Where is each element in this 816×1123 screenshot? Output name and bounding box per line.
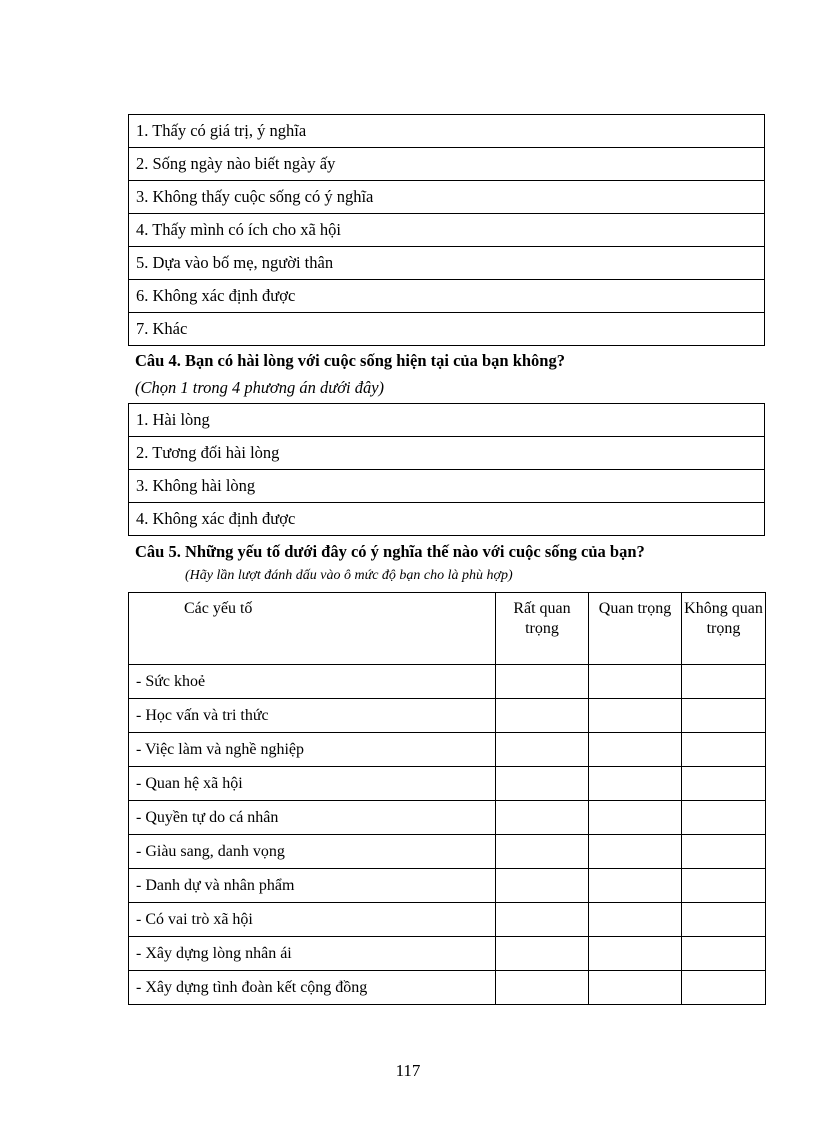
q3-options-table xyxy=(128,114,765,346)
rating-cell[interactable] xyxy=(682,801,766,835)
question-5-note: (Hãy lần lượt đánh dấu vào ô mức độ bạn cho là phù hợp) xyxy=(185,568,513,583)
factor-label: - Có vai trò xã hội xyxy=(129,903,496,937)
rating-cell[interactable] xyxy=(496,801,589,835)
rating-cell[interactable] xyxy=(496,835,589,869)
rating-cell[interactable] xyxy=(589,869,682,903)
option: 4. Thấy mình có ích cho xã hội xyxy=(129,214,765,247)
option: 2. Sống ngày nào biết ngày ấy xyxy=(129,148,765,181)
factor-label: - Danh dự và nhân phẩm xyxy=(129,869,496,903)
rating-cell[interactable] xyxy=(496,971,589,1005)
rating-cell[interactable] xyxy=(589,665,682,699)
header-not-important: Không quan trọng xyxy=(682,593,766,665)
question-4-title: Câu 4. Bạn có hài lòng với cuộc sống hiện tại của bạn không? xyxy=(135,351,565,370)
option: 6. Không xác định được xyxy=(129,280,765,313)
option: 2. Tương đối hài lòng xyxy=(129,437,765,470)
rating-cell[interactable] xyxy=(682,869,766,903)
rating-cell[interactable] xyxy=(496,903,589,937)
factor-label: - Quyền tự do cá nhân xyxy=(129,801,496,835)
factor-label: - Sức khoẻ xyxy=(129,665,496,699)
rating-cell[interactable] xyxy=(682,665,766,699)
q4-options-table xyxy=(128,403,765,536)
rating-cell[interactable] xyxy=(496,665,589,699)
option: 5. Dựa vào bố mẹ, người thân xyxy=(129,247,765,280)
rating-cell[interactable] xyxy=(589,835,682,869)
factor-label: - Xây dựng tình đoàn kết cộng đồng xyxy=(129,971,496,1005)
rating-cell[interactable] xyxy=(682,971,766,1005)
rating-cell[interactable] xyxy=(682,835,766,869)
factor-label: - Học vấn và tri thức xyxy=(129,699,496,733)
factor-label: - Quan hệ xã hội xyxy=(129,767,496,801)
rating-cell[interactable] xyxy=(589,971,682,1005)
rating-cell[interactable] xyxy=(682,903,766,937)
option: 1. Hài lòng xyxy=(129,404,765,437)
header-factors: Các yếu tố xyxy=(129,593,496,665)
header-important: Quan trọng xyxy=(589,593,682,665)
rating-cell[interactable] xyxy=(682,767,766,801)
page-number: 117 xyxy=(395,1061,421,1080)
rating-cell[interactable] xyxy=(589,767,682,801)
rating-cell[interactable] xyxy=(589,937,682,971)
option: 4. Không xác định được xyxy=(129,503,765,536)
rating-cell[interactable] xyxy=(496,937,589,971)
question-5-title: Câu 5. Những yếu tố dưới đây có ý nghĩa thế nào với cuộc sống của bạn? xyxy=(135,542,645,561)
option: 7. Khác xyxy=(129,313,765,346)
factor-label: - Xây dựng lòng nhân ái xyxy=(129,937,496,971)
rating-cell[interactable] xyxy=(496,699,589,733)
rating-cell[interactable] xyxy=(589,801,682,835)
question-4-note: (Chọn 1 trong 4 phương án dưới đây) xyxy=(135,378,385,397)
rating-cell[interactable] xyxy=(496,733,589,767)
rating-cell[interactable] xyxy=(496,869,589,903)
rating-cell[interactable] xyxy=(682,733,766,767)
q5-rating-table xyxy=(128,592,765,1005)
rating-cell[interactable] xyxy=(589,699,682,733)
rating-cell[interactable] xyxy=(589,903,682,937)
rating-cell[interactable] xyxy=(682,937,766,971)
factor-label: - Việc làm và nghề nghiệp xyxy=(129,733,496,767)
rating-cell[interactable] xyxy=(589,733,682,767)
rating-cell[interactable] xyxy=(496,767,589,801)
factor-label: - Giàu sang, danh vọng xyxy=(129,835,496,869)
option: 3. Không hài lòng xyxy=(129,470,765,503)
option: 1. Thấy có giá trị, ý nghĩa xyxy=(129,115,765,148)
header-very-important: Rất quan trọng xyxy=(496,593,589,665)
rating-cell[interactable] xyxy=(682,699,766,733)
option: 3. Không thấy cuộc sống có ý nghĩa xyxy=(129,181,765,214)
